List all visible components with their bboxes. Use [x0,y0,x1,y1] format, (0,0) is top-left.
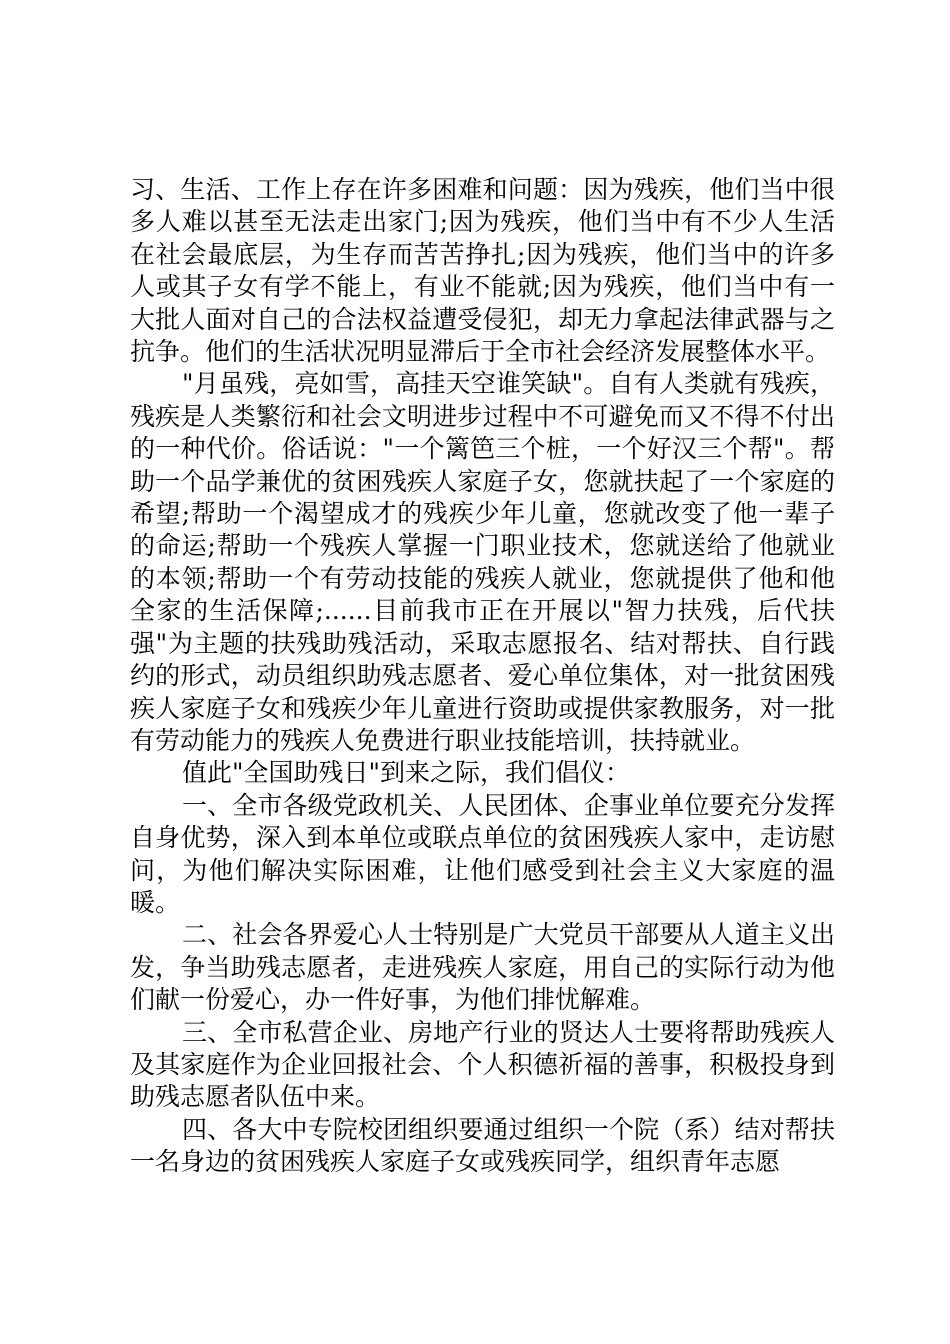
paragraph-continuation: 习、生活、工作上存在许多困难和问题：因为残疾，他们当中很多人难以甚至无法走出家门;因为残疾，他们当中有不少人生活在社会最底层，为生存而苦苦挣扎;因为残疾，他们当中的许多人或其子女有学不能上，有业不能就;因为残疾，他们当中有一大批人面对自己的合法权益遭受侵犯，却无力拿起法律武器与之抗争。他们的生活状况明显滞后于全市社会经济发展整体水平。 [130,175,835,367]
paragraph-moon-quote: "月虽残，亮如雪，高挂天空谁笑缺"。自有人类就有残疾，残疾是人类繁衍和社会文明进步过程中不可避免而又不得不付出的一种代价。俗话说："一个篱笆三个桩，一个好汉三个帮"。帮助一个品学兼优的贫困残疾人家庭子女，您就扶起了一个家庭的希望;帮助一个渴望成才的残疾少年儿童，您就改变了他一辈子的命运;帮助一个残疾人掌握一门职业技术，您就送给了他就业的本领;帮助一个有劳动技能的残疾人就业，您就提供了他和他全家的生活保障;......目前我市正在开展以"智力扶残，后代扶强"为主题的扶残助残活动，采取志愿报名、结对帮扶、自行践约的形式，动员组织助残志愿者、爱心单位集体，对一批贫困残疾人家庭子女和残疾少年儿童进行资助或提供家教服务，对一批有劳动能力的残疾人免费进行职业技能培训，扶持就业。 [130,369,835,755]
document-body [130,174,835,1179]
paragraph-proposal-3: 三、全市私营企业、房地产行业的贤达人士要将帮助残疾人及其家庭作为企业回报社会、个人积德祈福的善事，积极投身到助残志愿者队伍中来。 [130,1017,835,1112]
paragraph-proposal-4: 四、各大中专院校团组织要通过组织一个院（系）结对帮扶一名身边的贫困残疾人家庭子女或残疾同学，组织青年志愿 [130,1114,835,1177]
paragraph-proposal-intro: 值此"全国助残日"到来之际，我们倡仪： [182,758,630,788]
paragraph-proposal-1: 一、全市各级党政机关、人民团体、企事业单位要充分发挥自身优势，深入到本单位或联点单位的贫困残疾人家中，走访慰问，为他们解决实际困难，让他们感受到社会主义大家庭的温暖。 [130,790,835,917]
paragraph-proposal-2: 二、社会各界爱心人士特别是广大党员干部要从人道主义出发，争当助残志愿者，走进残疾人家庭，用自己的实际行动为他们献一份爱心，办一件好事，为他们排忧解难。 [130,920,835,1015]
